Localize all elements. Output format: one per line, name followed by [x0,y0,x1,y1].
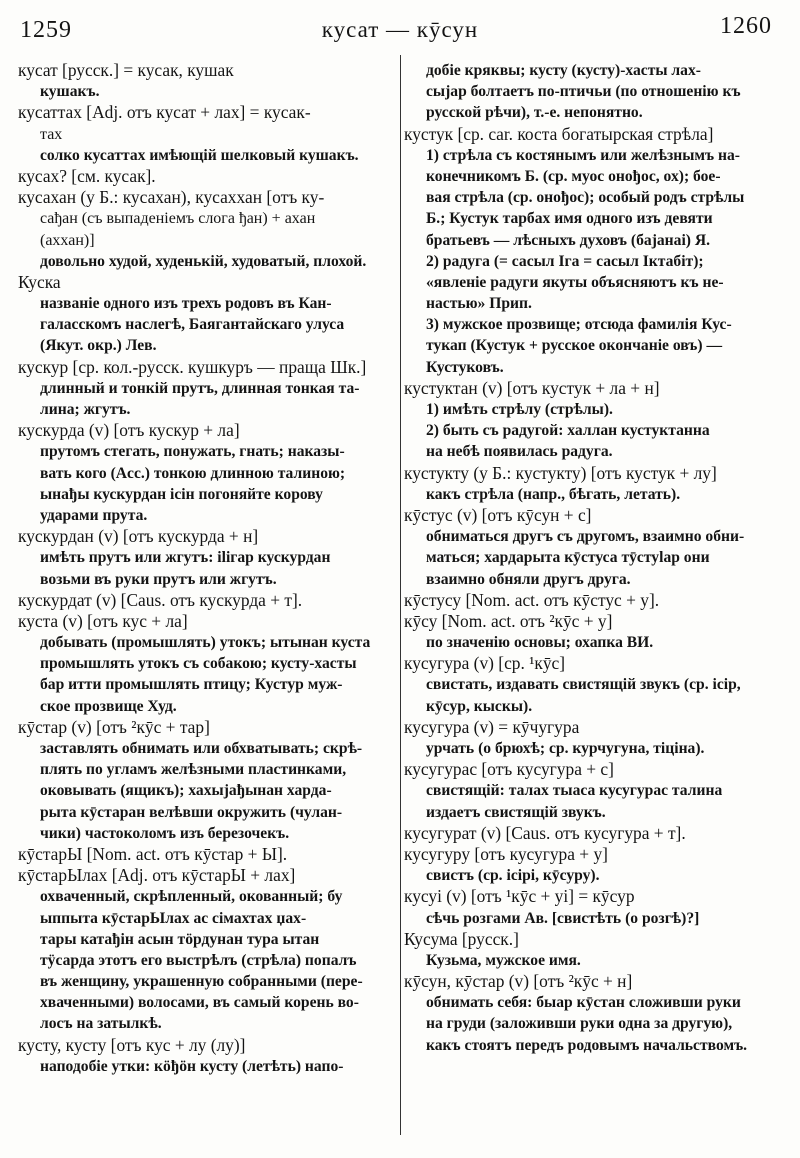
entry-text-line: прутомъ стегать, понужать, гнать; наказы- [40,443,345,461]
entry-text-line: по значенію основы; охапка ВИ. [426,634,654,652]
entry-text-line: на груди (заложивши руки одна за другую), [426,1015,733,1033]
entry-text-line: кушакъ. [40,83,100,101]
entry-headword-line: кӯстус (v) [отъ кӯсун + с] [404,504,592,525]
entry-headword-line: кускурдан (v) [отъ кускурда + н] [18,526,259,547]
entry-text-line: ынађы кускурдан ісін погоняйте корову [40,485,323,503]
entry-text-line: плять по угламъ желѣзными пластинками, [40,761,347,779]
entry-text-line: галасскомъ наслегѣ, Баягантайскаго улуса [40,316,345,334]
entry-headword-line: кусуі (v) [отъ ¹кӯс + уі] = кӯсур [404,886,635,907]
entry-headword-line: кустуктан (v) [отъ кустук + ла + н] [404,377,660,398]
entry-text-line: сађан (съ выпаденіемъ слога ђан) + ахан [40,210,316,228]
entry-text-line: издаетъ свистящій звукъ. [426,803,606,821]
entry-text-line: Кузьма, мужское имя. [426,951,581,969]
entry-text-line: солко кусаттах имѣющій шелковый кушакъ. [40,146,359,164]
entry-text-line: (Якут. окр.) Лев. [40,337,157,355]
entry-text-line: хваченными) волосами, въ самый корень во- [40,994,359,1012]
entry-text-line: тах [40,125,63,143]
running-head: кусат — кӯсун [321,17,479,42]
page-header [0,0,800,56]
entry-text-line: тары катађін асын тӧрдунан тура ытан [40,930,320,948]
page-number-left: 1259 [20,17,72,43]
entry-headword-line: кусахан (у Б.: кусахан), кусаххан [отъ ку- [18,187,325,208]
entry-text-line: ыппыта кӯстарЫлах ас сімахтах џах- [40,909,307,927]
entry-headword-line: кӯстусу [Nom. act. отъ кӯстус + у]. [404,589,660,610]
entry-text-line: 3) мужское прозвище; отсюда фамилія Кус- [426,316,732,334]
entry-headword-line: кусугура (v) [ср. ¹кӯс] [404,653,566,674]
entry-text-line: 2) радуга (= сасыл Іга = сасыл Іктабіт); [426,252,704,270]
right-column [404,60,780,1056]
entry-text-line: въ женщину, украшенную собранными (пере- [40,973,363,991]
entry-text-line: (аххан)] [40,231,95,249]
entry-text-line: названіе одного изъ трехъ родовъ въ Кан- [40,295,332,313]
entry-text-line: тукап (Кустук + русское окончаніе овъ) — [426,337,723,355]
entry-text-line: длинный и тонкій прутъ, длинная тонкая та- [40,379,360,397]
entry-headword-line: кусугурас [отъ кусугура + с] [404,759,614,780]
entry-text-line: какъ стоятъ передъ родовымъ начальствомъ. [426,1036,748,1054]
entry-text-line: охваченный, скрѣпленный, окованный; бу [40,888,343,906]
entry-text-line: взаимно обняли другъ друга. [426,570,631,588]
entry-headword-line: кустук [ср. car. коста богатырская стрѣла] [404,123,714,144]
entry-text-line: обнимать себя: быар кӯстан сложивши руки [426,994,741,1012]
entry-headword-line: кусту, кусту [отъ кус + лу (лу)] [18,1034,246,1055]
entry-text-line: свистъ (ср. ісірі, кӯсуру). [426,867,600,885]
entry-text-line: маться; хардарыта кӯстуса тӯстуlар они [426,549,710,567]
entry-text-line: «явленіе радуги якуты объясняютъ къ не- [426,273,724,291]
entry-text-line: на небѣ появилась радуга. [426,443,613,461]
entry-headword-line: Кусума [русск.] [404,928,519,949]
entry-headword-line: кусугуру [отъ кусугура + у] [404,843,608,864]
entry-text-line: возьми въ руки прутъ или жгутъ. [40,570,277,588]
entry-headword-line: кусаттах [Adj. отъ кусат + лах] = кусак- [18,102,311,123]
left-column [18,60,392,1077]
entry-text-line: какъ стрѣла (напр., бѣгать, летать). [426,485,681,503]
entry-text-line: тӱсарда этотъ его выстрѣлъ (стрѣла) попалъ [40,951,357,969]
entry-headword-line: Куска [18,271,61,292]
entry-text-line: лина; жгутъ. [40,401,131,418]
entry-text-line: 1) стрѣла съ костянымъ или желѣзнымъ на- [426,146,740,164]
entry-headword-line: кӯсу [Nom. act. отъ ²кӯс + у] [404,610,613,631]
entry-text-line: братьевъ — лѣсныхъ духовъ (бајанаі) Я. [426,231,711,249]
entry-headword-line: кусугура (v) = кӯчугура [404,716,580,737]
entry-text-line: рыта кӯстаран велѣвши окружить (чулан- [40,803,343,821]
entry-headword-line: кускурдат (v) [Caus. отъ кускурда + т]. [18,589,303,610]
entry-text-line: урчать (о брюхѣ; ср. курчугуна, тіціна). [426,740,705,757]
entry-text-line: лосъ на затылкѣ. [40,1015,162,1033]
entry-text-line: заставлять обнимать или обхватывать; скрѣ- [40,740,363,757]
entry-text-line: ское прозвище Худ. [40,697,177,715]
entry-text-line: Кустуковъ. [426,358,504,376]
entry-text-line: ударами прута. [40,506,148,524]
entry-headword-line: кӯстарЫлах [Adj. отъ кӯстарЫ + лах] [18,865,296,886]
entry-headword-line: кустукту (у Б.: кустукту) [отъ кустук + лу] [404,462,717,483]
page-number-right: 1260 [720,13,772,39]
entry-text-line: вая стрѣла (ср. онођос); особый родъ стрѣлы [426,189,745,207]
entry-text-line: имѣть прутъ или жгутъ: іlігар кускурдан [40,549,331,567]
entry-headword-line: куста (v) [отъ кус + ла] [18,610,188,631]
entry-text-line: обниматься другъ съ другомъ, взаимно обни- [426,528,745,546]
entry-headword-line: кусах? [см. кусак]. [18,165,156,186]
entry-text-line: 2) быть съ радугой: халлан кустуктанна [426,422,710,440]
entry-headword-line: кусат [русск.] = кусак, кушак [18,60,234,80]
entry-text-line: добіе кряквы; кусту (кусту)-хасты лах- [426,62,701,79]
entry-text-line: вать кого (Acc.) тонкою длинною талиною; [40,464,346,482]
entry-text-line: свистящій: талах тыаса кусугурас талина [426,782,723,800]
entry-text-line: 1) имѣть стрѣлу (стрѣлы). [426,401,613,418]
entry-headword-line: кӯсун, кӯстар (v) [отъ ²кӯс + н] [404,971,633,992]
entry-text-line: конечникомъ Б. (ср. муос онођос, ох); бое- [426,167,721,185]
column-divider [400,55,401,1135]
entry-text-line: бар итти промышлять птицу; Кустур муж- [40,676,343,694]
entry-text-line: Б.; Кустук тарбах имя одного изъ девяти [426,210,713,228]
entry-text-line: настью» Прип. [426,295,532,313]
entry-text-line: оковывать (ящикъ); хахыјађынан харда- [40,782,332,800]
entry-headword-line: кӯстарЫ [Nom. act. отъ кӯстар + Ы]. [18,843,288,864]
entry-headword-line: кусугурат (v) [Caus. отъ кусугура + т]. [404,822,686,843]
entry-text-line: довольно худой, худенькій, худоватый, плохой. [40,252,367,270]
entry-text-line: кӯсур, кыскы). [426,697,533,715]
entry-text-line: наподобіе утки: кӧђӧн кусту (летѣть) напо- [40,1057,344,1075]
entry-text-line: сѣчь розгами Ав. [свистѣть (о розгѣ)?] [426,909,700,927]
entry-text-line: русской рѣчи), т.-е. непонятно. [426,104,643,122]
entry-text-line: сыјар болтаетъ по-птичьи (по отношенію къ [426,83,741,101]
entry-text-line: промышлять утокъ съ собакою; кусту-хасты [40,655,357,673]
entry-headword-line: кускур [ср. кол.-русск. кушкуръ — праща Шк.] [18,356,367,377]
entry-headword-line: кӯстар (v) [отъ ²кӯс + тар] [18,716,210,737]
entry-text-line: свистать, издавать свистящій звукъ (ср. ісір, [426,676,741,694]
entry-text-line: чики) частоколомъ изъ березочекъ. [40,824,290,842]
entry-text-line: добывать (промышлять) утокъ; ытынан куста [40,634,371,652]
entry-headword-line: кускурда (v) [отъ кускур + ла] [18,420,240,441]
